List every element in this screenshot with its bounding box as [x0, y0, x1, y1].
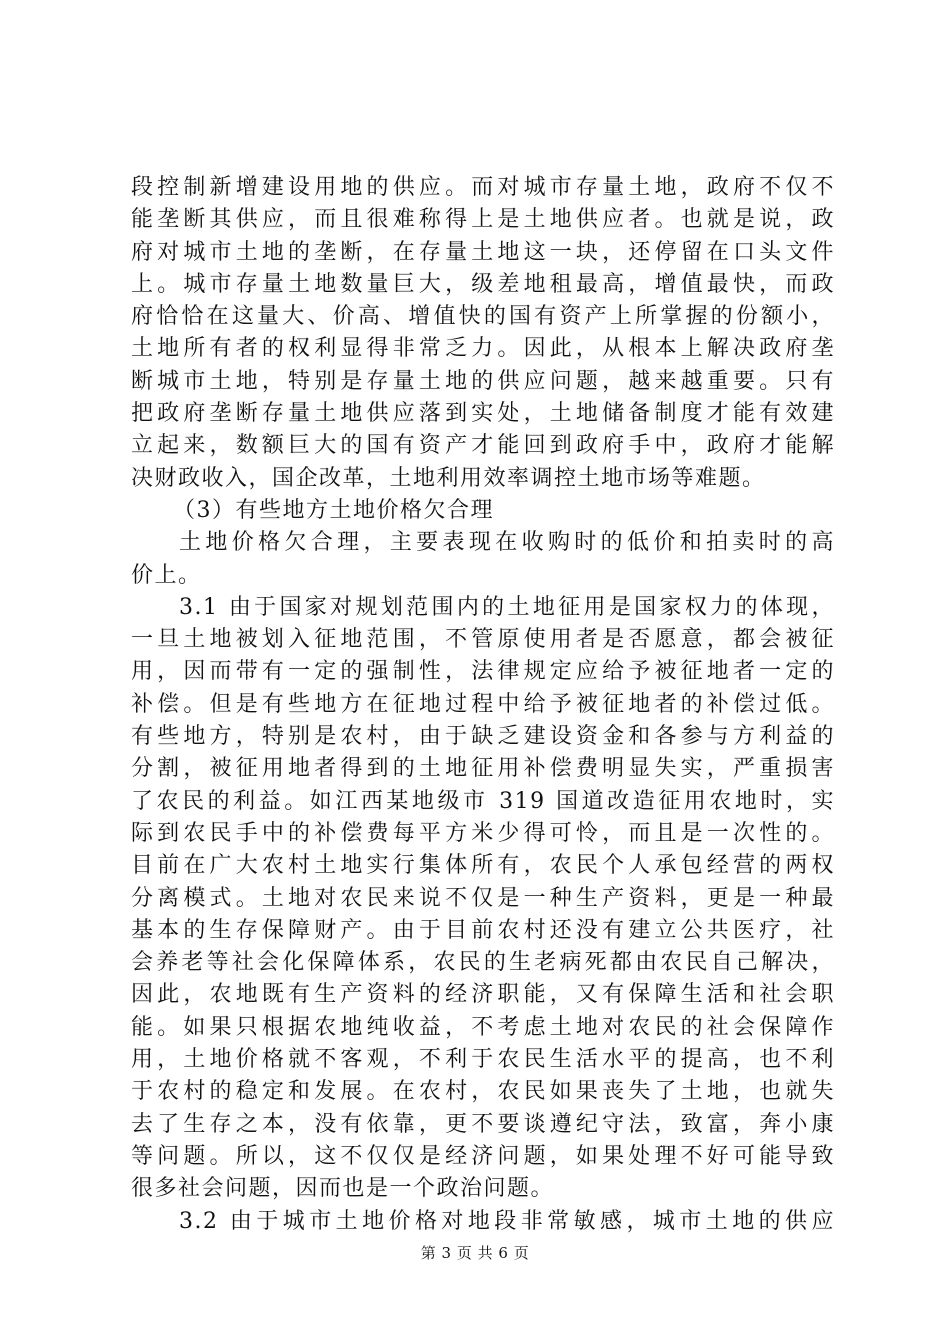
- text-line: 基本的生存保障财产。由于目前农村还没有建立公共医疗，社: [131, 917, 835, 943]
- text-line: 了农民的利益。如江西某地级市 319 国道改造征用农地时，实: [131, 788, 835, 814]
- text-line: 把政府垄断存量土地供应落到实处，土地储备制度才能有效建: [131, 401, 835, 427]
- text-line: 决财政收入，国企改革，土地利用效率调控土地市场等难题。: [131, 465, 766, 491]
- section-heading: （3）有些地方土地价格欠合理: [173, 497, 494, 523]
- text-line: 分离模式。土地对农民来说不仅是一种生产资料，更是一种最: [131, 885, 835, 911]
- text-line: 很多社会问题，因而也是一个政治问题。: [131, 1176, 555, 1202]
- text-line: 去了生存之本，没有依靠，更不要谈遵纪守法，致富，奔小康: [131, 1111, 835, 1137]
- paragraph-first-line: 土地价格欠合理，主要表现在收购时的低价和拍卖时的高: [179, 530, 835, 556]
- text-line: 立起来，数额巨大的国有资产才能回到政府手中，政府才能解: [131, 433, 835, 459]
- text-line: 能。如果只根据农地纯收益，不考虑土地对农民的社会保障作: [131, 1014, 835, 1040]
- text-line: 府恰恰在这量大、价高、增值快的国有资产上所掌握的份额小，: [131, 304, 835, 330]
- text-line: 际到农民手中的补偿费每平方米少得可怜，而且是一次性的。: [131, 820, 835, 846]
- text-line: 上。城市存量土地数量巨大，级差地租最高，增值最快，而政: [131, 271, 835, 297]
- text-line: 一旦土地被划入征地范围，不管原使用者是否愿意，都会被征: [131, 627, 835, 653]
- text-line: 能垄断其供应，而且很难称得上是土地供应者。也就是说，政: [131, 207, 835, 233]
- page-number-footer: 第 3 页 共 6 页: [420, 1244, 530, 1262]
- text-line: 府对城市土地的垄断，在存量土地这一块，还停留在口头文件: [131, 239, 835, 265]
- text-line: 用，土地价格就不客观，不利于农民生活水平的提高，也不利: [131, 1047, 835, 1073]
- text-line: 用，因而带有一定的强制性，法律规定应给予被征地者一定的: [131, 659, 835, 685]
- text-line: 因此，农地既有生产资料的经济职能，又有保障生活和社会职: [131, 982, 835, 1008]
- text-line: 目前在广大农村土地实行集体所有，农民个人承包经营的两权: [131, 853, 835, 879]
- text-line: 会养老等社会化保障体系，农民的生老病死都由农民自己解决，: [131, 950, 835, 976]
- text-line: 有些地方，特别是农村，由于缺乏建设资金和各参与方利益的: [131, 724, 835, 750]
- text-line: 于农村的稳定和发展。在农村，农民如果丧失了土地，也就失: [131, 1079, 835, 1105]
- text-line: 段控制新增建设用地的供应。而对城市存量土地，政府不仅不: [131, 175, 835, 200]
- paragraph-first-line: 3.2 由于城市土地价格对地段非常敏感，城市土地的供应: [179, 1208, 835, 1234]
- text-line: 分割，被征用地者得到的土地征用补偿费明显失实，严重损害: [131, 756, 835, 782]
- document-body: [131, 172, 835, 1238]
- text-line: 土地所有者的权利显得非常乏力。因此，从根本上解决政府垄: [131, 336, 835, 362]
- text-line: 价上。: [131, 562, 202, 588]
- text-line: 断城市土地，特别是存量土地的供应问题，越来越重要。只有: [131, 368, 835, 394]
- text-line: 补偿。但是有些地方在征地过程中给予被征地者的补偿过低。: [131, 691, 835, 717]
- text-line: 等问题。所以，这不仅仅是经济问题，如果处理不好可能导致: [131, 1143, 835, 1169]
- paragraph-first-line: 3.1 由于国家对规划范围内的土地征用是国家权力的体现，: [179, 594, 835, 620]
